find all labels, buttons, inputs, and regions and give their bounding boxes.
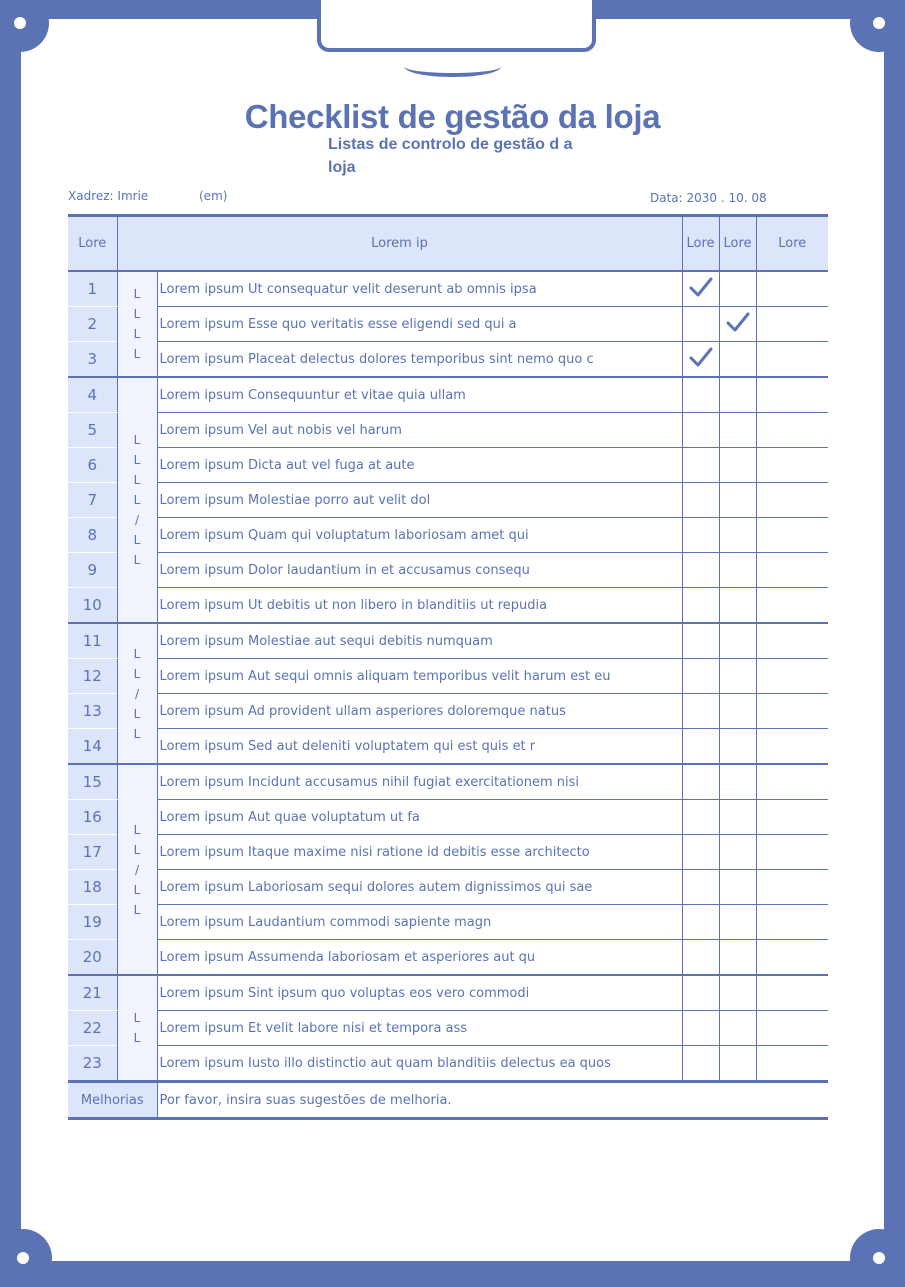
improvements-field[interactable]: Por favor, insira suas sugestões de melhoria. [157,1082,828,1119]
item-text: Lorem ipsum Dolor laudantium in et accusamus consequ [157,553,682,588]
notes-cell[interactable] [756,800,828,835]
check-cell-1[interactable] [682,307,719,342]
check-cell-1[interactable] [682,975,719,1011]
item-text: Lorem ipsum Sint ipsum quo voluptas eos vero commodi [157,975,682,1011]
notes-cell[interactable] [756,905,828,940]
check-cell-2[interactable] [719,553,756,588]
row-number: 13 [68,694,117,729]
row-number: 7 [68,483,117,518]
check-cell-2[interactable] [719,483,756,518]
table-row [68,307,828,342]
check-cell-2[interactable] [719,659,756,694]
check-cell-1[interactable] [682,553,719,588]
column-header-number: Lore [68,216,117,272]
row-number: 22 [68,1011,117,1046]
check-cell-1[interactable] [682,483,719,518]
group-label-line: L [133,902,141,917]
check-cell-1[interactable] [682,1046,719,1082]
item-text: Lorem ipsum Placeat delectus dolores temporibus sint nemo quo c [157,342,682,378]
row-number: 9 [68,553,117,588]
check-cell-2[interactable] [719,835,756,870]
group-label-line: L [133,646,141,661]
group-label-line: L [133,1031,141,1045]
item-text: Lorem ipsum Consequuntur et vitae quia ullam [157,377,682,413]
item-text: Lorem ipsum Ad provident ullam asperiores doloremque natus [157,694,682,729]
notes-cell[interactable] [756,1046,828,1082]
row-number: 5 [68,413,117,448]
item-text: Lorem ipsum Esse quo veritatis esse eligendi sed qui a [157,307,682,342]
check-cell-2[interactable] [719,940,756,976]
table-row [68,835,828,870]
notes-cell[interactable] [756,518,828,553]
notes-cell[interactable] [756,588,828,624]
check-cell-2[interactable] [719,377,756,413]
row-number: 11 [68,623,117,659]
group-label-line: L [133,473,141,487]
item-text: Lorem ipsum Quam qui voluptatum laboriosam amet qui [157,518,682,553]
row-number: 15 [68,764,117,800]
group-label-line: L [133,533,141,547]
check-cell-2[interactable] [719,800,756,835]
checklist-table [68,214,828,1120]
table-row [68,729,828,765]
check-cell-2[interactable] [719,271,756,307]
item-text: Lorem ipsum Ut debitis ut non libero in blanditiis ut repudia [157,588,682,624]
group-label-line: L [133,666,141,681]
notes-cell[interactable] [756,975,828,1011]
notes-cell[interactable] [756,553,828,588]
group-label-line: L [133,453,141,467]
check-cell-2[interactable] [719,764,756,800]
improvements-row [68,1082,828,1119]
check-cell-1[interactable] [682,940,719,976]
item-text: Lorem ipsum Molestiae aut sequi debitis numquam [157,623,682,659]
table-row [68,377,828,413]
check-cell-1[interactable] [682,800,719,835]
check-cell-2[interactable] [719,448,756,483]
page-title: Checklist de gestão da loja [244,98,661,135]
table-row [68,623,828,659]
notes-cell[interactable] [756,659,828,694]
notes-cell[interactable] [756,764,828,800]
table-row [68,553,828,588]
notes-cell[interactable] [756,940,828,976]
group-label-line: L [133,493,141,507]
check-cell-2[interactable] [719,342,756,378]
group-label-line: L [133,433,141,447]
item-text: Lorem ipsum Assumenda laboriosam et asperiores aut qu [157,940,682,976]
table-row [68,1011,828,1046]
check-cell-1[interactable] [682,342,719,378]
notes-cell[interactable] [756,483,828,518]
group-label-line: L [133,882,141,897]
table-row [68,764,828,800]
group-label-line: L [133,842,141,857]
group-label [117,764,157,975]
column-header-check-1: Lore [682,216,719,272]
check-cell-1[interactable] [682,729,719,765]
check-cell-2[interactable] [719,975,756,1011]
table-row [68,659,828,694]
row-number: 19 [68,905,117,940]
check-cell-2[interactable] [719,729,756,765]
item-text: Lorem ipsum Ut consequatur velit deserunt ab omnis ipsa [157,271,682,307]
notes-cell[interactable] [756,694,828,729]
clipboard-clip [317,0,596,52]
inspector-suffix: (em) [199,189,228,203]
checkmark-icon [688,284,714,303]
table-row [68,975,828,1011]
date-label: Data: 2030 . 10. 08 [650,191,767,205]
check-cell-1[interactable] [682,588,719,624]
item-text: Lorem ipsum Dicta aut vel fuga at aute [157,448,682,483]
item-text: Lorem ipsum Vel aut nobis vel harum [157,413,682,448]
item-text: Lorem ipsum Laboriosam sequi dolores autem dignissimos qui sae [157,870,682,905]
row-number: 17 [68,835,117,870]
table-row [68,271,828,307]
group-label-line: L [133,347,141,361]
notes-cell[interactable] [756,870,828,905]
corner-bottom-left [0,1229,52,1287]
check-cell-1[interactable] [682,413,719,448]
check-cell-1[interactable] [682,623,719,659]
check-cell-1[interactable] [682,659,719,694]
check-cell-2[interactable] [719,694,756,729]
table-row [68,483,828,518]
table-row [68,870,828,905]
check-cell-1[interactable] [682,870,719,905]
table-header-row [68,216,828,272]
check-cell-2[interactable] [719,905,756,940]
row-number: 12 [68,659,117,694]
check-cell-1[interactable] [682,1011,719,1046]
table-row [68,518,828,553]
table-row [68,588,828,624]
corner-top-right [850,0,905,52]
item-text: Lorem ipsum Iusto illo distinctio aut quam blanditiis delectus ea quos [157,1046,682,1082]
notes-cell[interactable] [756,729,828,765]
notes-cell[interactable] [756,623,828,659]
row-number: 10 [68,588,117,624]
clipboard-clip-bump [404,56,501,77]
group-label [117,975,157,1082]
notes-cell[interactable] [756,835,828,870]
group-label-line: L [133,1011,141,1025]
notes-cell[interactable] [756,377,828,413]
row-number: 20 [68,940,117,976]
group-label-line: L [133,553,141,567]
check-cell-1[interactable] [682,271,719,307]
notes-cell[interactable] [756,448,828,483]
check-cell-2[interactable] [719,870,756,905]
notes-cell[interactable] [756,307,828,342]
page-subtitle: Listas de controlo de gestão d a loja [328,136,573,176]
notes-cell[interactable] [756,271,828,307]
group-label-line: L [133,287,141,301]
group-label [117,377,157,623]
group-label-line: / [134,513,140,527]
table-row [68,448,828,483]
group-label-line: L [133,706,141,721]
checklist-body [68,271,828,1082]
item-text: Lorem ipsum Molestiae porro aut velit dol [157,483,682,518]
check-cell-2[interactable] [719,413,756,448]
row-number: 14 [68,729,117,765]
item-text: Lorem ipsum Aut quae voluptatum ut fa [157,800,682,835]
check-cell-2[interactable] [719,623,756,659]
check-cell-2[interactable] [719,1011,756,1046]
check-cell-1[interactable] [682,905,719,940]
table-row [68,1046,828,1082]
checkmark-icon [688,354,714,373]
group-label-line: L [133,327,141,341]
row-number: 21 [68,975,117,1011]
item-text: Lorem ipsum Et velit labore nisi et tempora ass [157,1011,682,1046]
table-row [68,694,828,729]
row-number: 4 [68,377,117,413]
group-label-line: L [133,726,141,741]
improvements-label: Melhorias [68,1082,157,1119]
group-label-line: L [133,822,141,837]
row-number: 23 [68,1046,117,1082]
column-header-check-2: Lore [719,216,756,272]
item-text: Lorem ipsum Incidunt accusamus nihil fugiat exercitationem nisi [157,764,682,800]
check-cell-1[interactable] [682,694,719,729]
row-number: 8 [68,518,117,553]
notes-cell[interactable] [756,413,828,448]
column-header-item: Lorem ip [117,216,682,272]
row-number: 3 [68,342,117,378]
table-row [68,800,828,835]
check-cell-1[interactable] [682,518,719,553]
row-number: 2 [68,307,117,342]
corner-bottom-right [850,1229,905,1287]
check-cell-1[interactable] [682,835,719,870]
table-row [68,905,828,940]
check-cell-2[interactable] [719,518,756,553]
group-label [117,271,157,377]
item-text: Lorem ipsum Itaque maxime nisi ratione id debitis esse architecto [157,835,682,870]
item-text: Lorem ipsum Sed aut deleniti voluptatem qui est quis et r [157,729,682,765]
group-label-line: L [133,307,141,321]
group-label-line: / [134,862,140,877]
check-cell-1[interactable] [682,448,719,483]
row-number: 6 [68,448,117,483]
check-cell-2[interactable] [719,1046,756,1082]
row-number: 1 [68,271,117,307]
check-cell-1[interactable] [682,764,719,800]
notes-cell[interactable] [756,1011,828,1046]
row-number: 16 [68,800,117,835]
row-number: 18 [68,870,117,905]
notes-cell[interactable] [756,342,828,378]
column-header-notes: Lore [756,216,828,272]
group-label-line: / [134,686,140,701]
check-cell-1[interactable] [682,377,719,413]
checkmark-icon [725,319,751,338]
check-cell-2[interactable] [719,588,756,624]
item-text: Lorem ipsum Laudantium commodi sapiente magn [157,905,682,940]
item-text: Lorem ipsum Aut sequi omnis aliquam temporibus velit harum est eu [157,659,682,694]
inspector-label: Xadrez: Imrie [68,189,149,203]
table-row [68,940,828,976]
table-row [68,342,828,378]
group-label [117,623,157,764]
check-cell-2[interactable] [719,307,756,342]
table-row [68,413,828,448]
